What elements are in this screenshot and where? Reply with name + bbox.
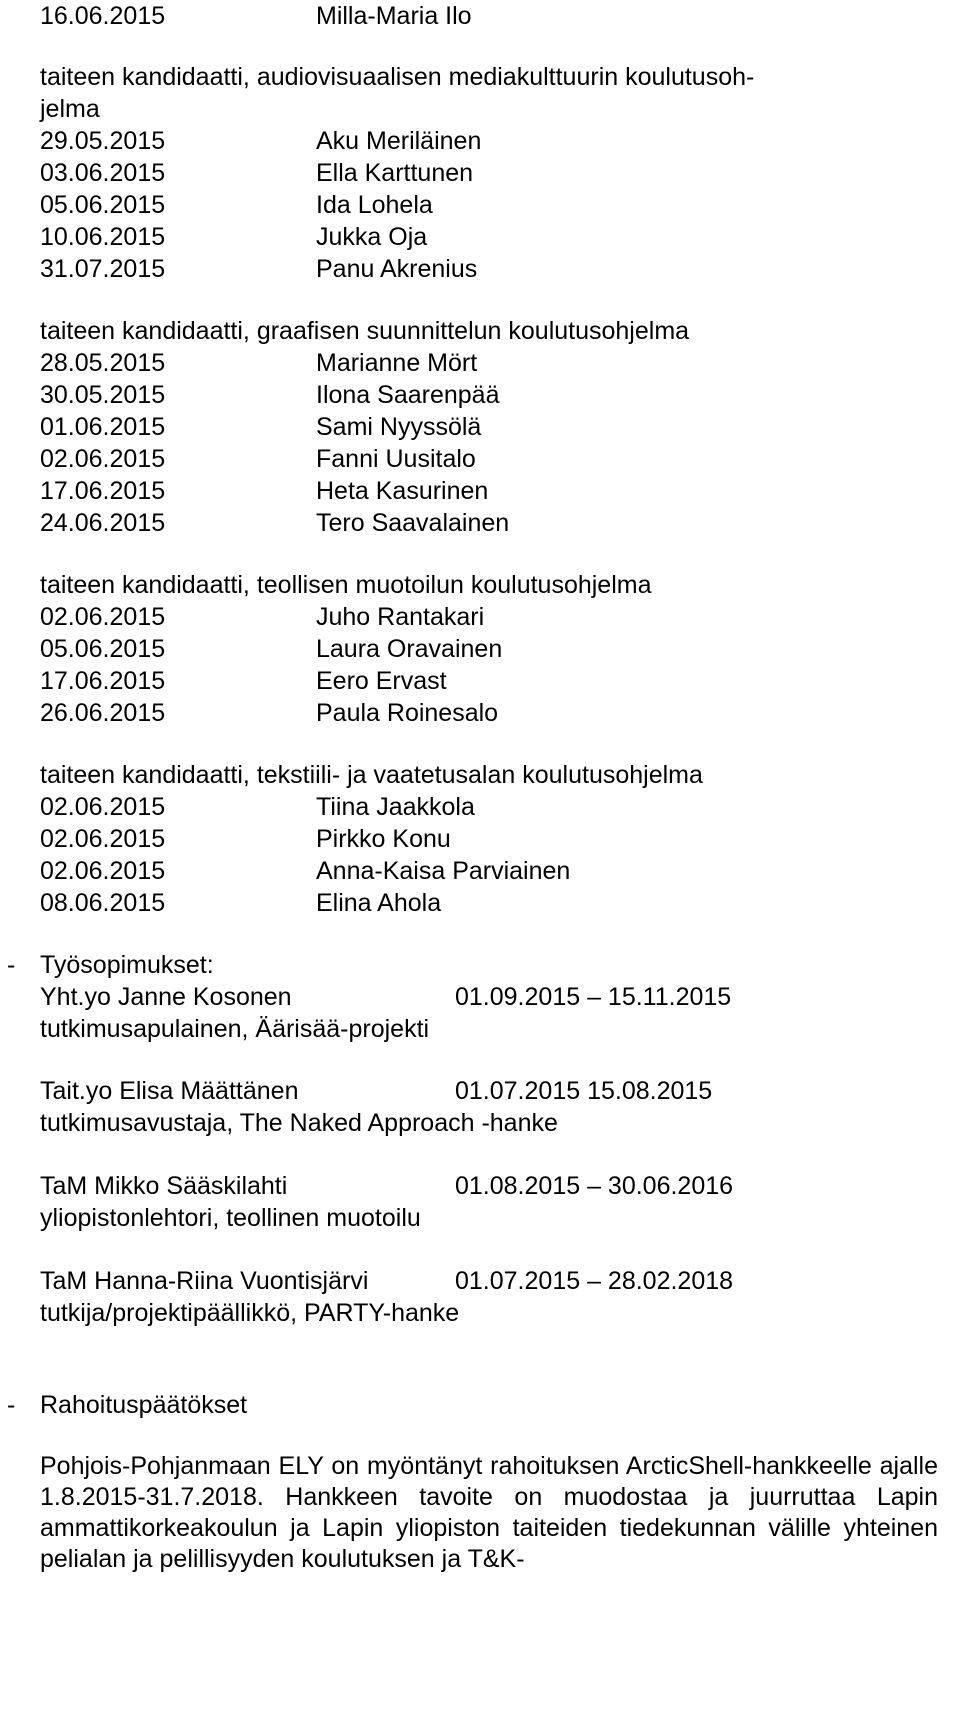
graduation-date: 01.06.2015 [40,413,166,441]
graduate-row [0,887,960,919]
graduate-name: Anna-Kaisa Parviainen [316,857,571,885]
graduate-row [0,189,960,221]
graduate-name: Tero Saavalainen [316,509,510,537]
graduation-date: 26.06.2015 [40,699,166,727]
graduation-date: 17.06.2015 [40,667,166,695]
contract-row [0,1170,960,1202]
contract-role: tutkimusapulainen, Äärisää-projekti [40,1015,430,1043]
graduate-row [0,347,960,379]
graduation-date: 02.06.2015 [40,603,166,631]
contract-role: tutkija/projektipäällikkö, PARTY-hanke [40,1299,460,1327]
contracts-heading [0,949,960,981]
graduation-date: 30.05.2015 [40,381,166,409]
graduate-name: Juho Rantakari [316,603,485,631]
graduate-row [0,443,960,475]
graduate-row [0,507,960,539]
graduation-date: 02.06.2015 [40,857,166,885]
employee-name: TaM Hanna-Riina Vuontisjärvi [40,1267,369,1295]
contract-row [0,981,960,1013]
programme-heading-text: taiteen kandidaatti, audiovisuaalisen mediakulttuurin koulutusoh- jelma [40,63,755,123]
graduate-name: Heta Kasurinen [316,477,489,505]
contract-period: 01.07.2015 – 28.02.2018 [455,1267,734,1295]
graduation-date: 24.06.2015 [40,509,166,537]
graduate-row [0,475,960,507]
graduate-row [0,791,960,823]
graduate-name: Ida Lohela [316,191,433,219]
graduate-name: Pirkko Konu [316,825,451,853]
graduation-date: 05.06.2015 [40,635,166,663]
graduation-date: 29.05.2015 [40,127,166,155]
contract-role-row [0,1107,960,1139]
graduate-name: Panu Akrenius [316,255,478,283]
graduate-name: Aku Meriläinen [316,127,482,155]
graduation-date: 17.06.2015 [40,477,166,505]
graduate-name: Eero Ervast [316,667,447,695]
graduate-name: Laura Oravainen [316,635,503,663]
contract-role-row [0,1013,960,1045]
graduation-date: 31.07.2015 [40,255,166,283]
graduate-name: Tiina Jaakkola [316,793,475,821]
section-title: Rahoituspäätökset [40,1391,248,1419]
graduation-date: 10.06.2015 [40,223,166,251]
section-title: Työsopimukset: [40,951,214,979]
graduation-date: 02.06.2015 [40,825,166,853]
graduate-name: Fanni Uusitalo [316,445,476,473]
graduate-name: Milla-Maria Ilo [316,2,472,30]
graduation-date: 02.06.2015 [40,793,166,821]
graduate-row [0,125,960,157]
graduate-name: Ella Karttunen [316,159,474,187]
programme-heading: taiteen kandidaatti, graafisen suunnittelun koulutusohjelma [40,317,690,345]
graduate-name: Jukka Oja [316,223,428,251]
funding-paragraph: Pohjois-Pohjanmaan ELY on myöntänyt rahoituksen ArcticShell-hankkeelle ajalle 1.8.2015-31.7.2018. Hankkeen tavoite on muodostaa ja juurruttaa Lapin ammattikorkeakoulun ja Lapin yliopiston taiteiden tiedekunnan välille yhteinen pelialan ja pelillisyyden koulutuksen ja T&K- [40,1452,938,1573]
programme-heading [40,61,820,125]
graduate-name: Sami Nyyssölä [316,413,482,441]
dash-bullet: - [7,951,16,979]
employee-name: Yht.yo Janne Kosonen [40,983,292,1011]
employee-name: TaM Mikko Sääskilahti [40,1172,288,1200]
graduate-row [0,0,960,32]
contract-role-row [0,1202,960,1234]
graduation-date: 05.06.2015 [40,191,166,219]
programme-heading: taiteen kandidaatti, tekstiili- ja vaatetusalan koulutusohjelma [40,761,703,789]
graduate-row [0,601,960,633]
graduate-row [0,379,960,411]
graduate-row [0,221,960,253]
graduate-name: Ilona Saarenpää [316,381,500,409]
contract-period: 01.07.2015 15.08.2015 [455,1077,713,1105]
contract-period: 01.09.2015 – 15.11.2015 [455,983,732,1011]
graduation-date: 02.06.2015 [40,445,166,473]
funding-heading [0,1389,960,1421]
contract-period: 01.08.2015 – 30.06.2016 [455,1172,734,1200]
graduate-row [0,823,960,855]
graduate-row [0,697,960,729]
graduate-row [0,665,960,697]
contract-row [0,1075,960,1107]
graduate-name: Marianne Mört [316,349,478,377]
graduation-date: 08.06.2015 [40,889,166,917]
contract-role-row [0,1297,960,1329]
programme-heading: taiteen kandidaatti, teollisen muotoilun koulutusohjelma [40,571,652,599]
graduation-date: 03.06.2015 [40,159,166,187]
contract-row [0,1265,960,1297]
contract-role: tutkimusavustaja, The Naked Approach -hanke [40,1109,558,1137]
graduate-row [0,157,960,189]
graduate-row [0,253,960,285]
graduate-row [0,633,960,665]
graduate-row [0,411,960,443]
contract-role: yliopistonlehtori, teollinen muotoilu [40,1204,421,1232]
graduate-name: Elina Ahola [316,889,442,917]
graduate-row [0,855,960,887]
dash-bullet: - [7,1391,16,1419]
employee-name: Tait.yo Elisa Määttänen [40,1077,299,1105]
graduate-name: Paula Roinesalo [316,699,499,727]
graduation-date: 28.05.2015 [40,349,166,377]
graduation-date: 16.06.2015 [40,2,166,30]
